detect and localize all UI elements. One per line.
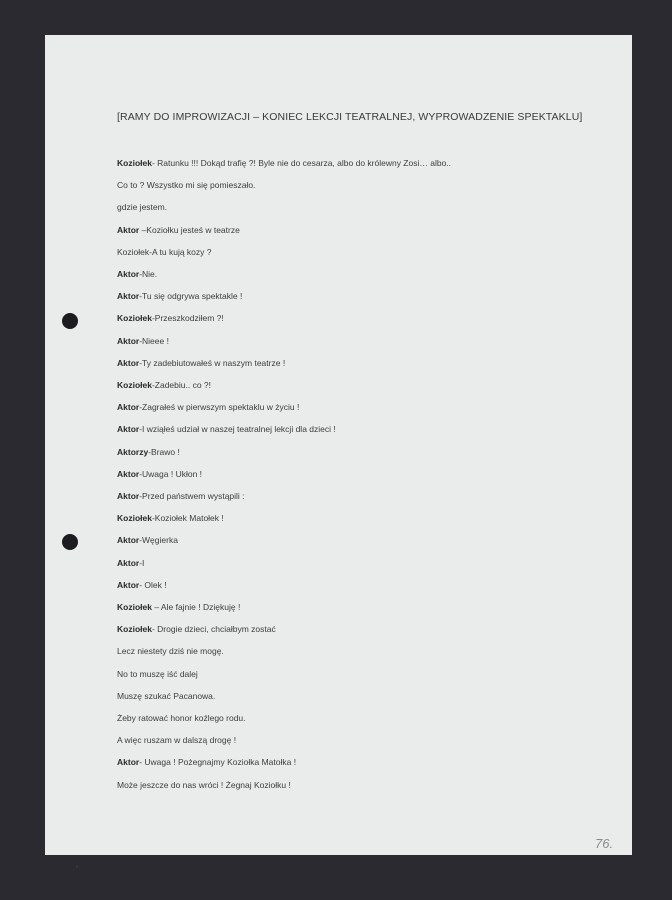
dialogue-line (117, 313, 224, 323)
line-text: Koziołek-A tu kują kozy ? (117, 246, 212, 257)
line-text: -Przeszkodziłem ?! (151, 313, 224, 324)
line-text: Może jeszcze do nas wróci ! Żegnaj Koziołku ! (117, 779, 291, 790)
speaker-name: Aktor (117, 424, 140, 435)
speaker-name: Aktor (117, 269, 140, 279)
punch-hole-bottom (62, 534, 78, 550)
speaker-name: Koziołek (117, 380, 152, 390)
page-number: 76. (595, 836, 614, 851)
speaker-name: Koziołek (117, 624, 152, 635)
dialogue-line (117, 491, 245, 501)
dialogue-line (117, 247, 212, 257)
line-text: Żeby ratować honor koźlego rodu. (117, 713, 246, 723)
line-text: -Ty zadebiutowałeś w naszym teatrze ! (139, 357, 286, 368)
line-text: - Olek ! (139, 579, 167, 590)
dialogue-line (117, 380, 211, 390)
line-text: Lecz niestety dziś nie mogę. (117, 646, 224, 657)
speaker-name: Aktor (117, 757, 140, 768)
dialogue-line (117, 424, 336, 434)
dialogue-line (117, 291, 242, 301)
speaker-name: Koziołek (117, 158, 152, 168)
speaker-name: Aktor (117, 535, 140, 546)
dialogue-line (117, 358, 285, 368)
dialogue-line (117, 735, 236, 745)
line-text: – Ale fajnie ! Dziękuję ! (151, 602, 241, 612)
document-page (45, 35, 632, 855)
line-text: -Zadebiu.. co ?! (151, 380, 212, 390)
line-text: –Koziołku jesteś w teatrze (139, 224, 240, 235)
dialogue-line (117, 646, 224, 656)
dialogue-line (117, 580, 167, 590)
speaker-name: Aktor (117, 579, 140, 590)
dialogue-line (117, 602, 240, 612)
line-text: -Koziołek Matołek ! (151, 513, 224, 524)
line-text: -Brawo ! (148, 446, 180, 457)
line-text: Co to ? Wszystko mi się pomieszało. (117, 180, 256, 191)
line-text: - Uwaga ! Pożegnajmy Koziołka Matołka ! (139, 757, 297, 768)
dialogue-line (117, 757, 296, 767)
speaker-name: Aktor (117, 557, 140, 568)
dialogue-line (117, 180, 255, 190)
line-text: -Nieee ! (139, 335, 169, 346)
dialogue-line (117, 269, 157, 279)
dialogue-line (117, 558, 144, 568)
dialogue-line (117, 691, 215, 701)
speaker-name: Aktor (117, 335, 140, 346)
line-text: -I wziąłeś udział w naszej teatralnej lekcji dla dzieci ! (139, 424, 336, 435)
speaker-name: Aktor (117, 491, 140, 501)
dialogue-line (117, 447, 180, 457)
speaker-name: Aktor (117, 468, 140, 479)
dialogue-line (117, 202, 167, 212)
dialogue-line (117, 158, 451, 168)
speaker-name: Aktor (117, 357, 140, 368)
line-text: -Nie. (139, 269, 158, 279)
dialogue-line (117, 513, 224, 523)
speaker-name: Aktor (117, 224, 140, 235)
line-text: -Przed państwem wystąpili : (139, 491, 245, 501)
line-text: - Drogie dzieci, chciałbym zostać (151, 624, 276, 635)
dialogue-line (117, 402, 299, 412)
speaker-name: Aktor (117, 402, 140, 413)
speaker-name: Aktorzy (117, 446, 149, 457)
dialogue-line (117, 225, 240, 235)
line-text: -Zagrałeś w pierwszym spektaklu w życiu ! (139, 402, 300, 413)
speaker-name: Aktor (117, 291, 140, 302)
line-text: - Ratunku !!! Dokąd trafię ?! Byle nie do cesarza, albo do królewny Zosi… albo.. (151, 158, 452, 168)
line-text: -Węgierka (139, 535, 178, 546)
dialogue-line (117, 713, 246, 723)
speaker-name: Koziołek (117, 313, 152, 324)
dialogue-line (117, 535, 178, 545)
speaker-name: Koziołek (117, 602, 152, 612)
document-title: [RAMY DO IMPROWIZACJI – KONIEC LEKCJI TEATRALNEJ, WYPROWADZENIE SPEKTAKLU] (117, 111, 583, 123)
line-text: gdzie jestem. (117, 202, 168, 213)
line-text: -Uwaga ! Ukłon ! (139, 468, 203, 479)
dialogue-line (117, 336, 169, 346)
line-text: -I (139, 557, 145, 568)
line-text: Muszę szukać Pacanowa. (117, 690, 216, 701)
dialogue-line (117, 780, 291, 790)
speaker-name: Koziołek (117, 513, 152, 524)
line-text: -Tu się odgrywa spektakle ! (139, 291, 243, 302)
dialogue-line (117, 669, 198, 679)
line-text: No to muszę iść dalej (117, 668, 198, 679)
bottom-mark: ’ (76, 864, 78, 874)
punch-hole-top (62, 313, 78, 329)
dialogue-line (117, 469, 202, 479)
dialogue-line (117, 624, 276, 634)
line-text: A więc ruszam w dalszą drogę ! (117, 735, 237, 746)
